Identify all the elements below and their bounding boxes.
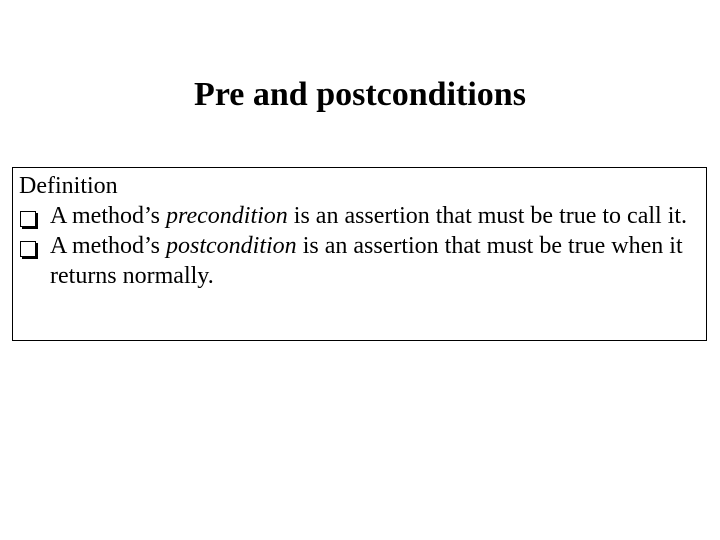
bullet-suffix: is an assertion that must be true to call it.: [287, 203, 688, 229]
slide-title: Pre and postconditions: [194, 76, 526, 113]
postcondition-bullet: [19, 231, 700, 291]
checkbox-bullet-icon: [20, 241, 36, 257]
definition-heading: Definition: [19, 173, 118, 199]
definition-box: [12, 167, 707, 341]
bullet-suffix: is an assertion that must be true when it returns normally.: [50, 233, 683, 289]
bullet-emphasis-term: postcondition: [166, 233, 297, 259]
bullet-prefix: A method’s: [50, 203, 167, 229]
bullet-prefix: A method’s: [50, 233, 167, 259]
bullet-emphasis-term: precondition: [166, 203, 288, 229]
definition-bullet-list: [19, 201, 700, 291]
checkbox-bullet-icon: [20, 211, 36, 227]
precondition-bullet: [19, 201, 700, 231]
